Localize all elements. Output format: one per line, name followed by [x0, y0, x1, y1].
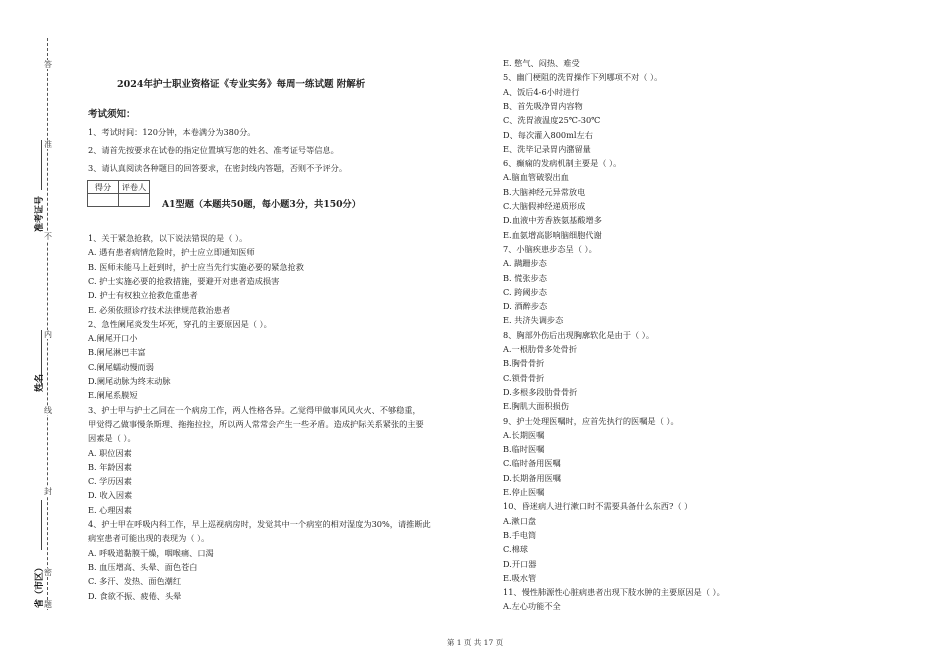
- question-line: D. 护士有权独立抢救危重患者: [88, 290, 198, 301]
- question-line: C. 学历因素: [88, 476, 132, 487]
- question-line: 11、慢性肺源性心脏病患者出现下肢水肿的主要原因是（ ）。: [503, 587, 725, 598]
- section-heading: A1型题（本题共50题，每小题3分，共150分）: [162, 199, 361, 210]
- name-label: 姓名: [35, 373, 45, 392]
- question-line: 7、小脑疾患步态呈（ ）。: [503, 243, 597, 254]
- question-line: A.左心功能不全: [503, 601, 561, 612]
- question-line: C.棉球: [503, 544, 528, 555]
- seal-char: 答: [44, 60, 52, 69]
- question-line: B.阑尾淋巴丰富: [88, 347, 146, 358]
- question-line: E. 共济失调步态: [503, 315, 564, 326]
- question-line: A.长期医嘱: [503, 429, 545, 440]
- question-line: C.阑尾蠕动慢而弱: [88, 361, 154, 372]
- question-line: B.手电筒: [503, 529, 537, 540]
- question-line: C.大脑假神经递质形成: [503, 201, 586, 211]
- question-line: A. 蹒跚步态: [503, 258, 547, 269]
- question-line: D. 酒醉步态: [503, 301, 548, 312]
- notice-heading: 考试须知：: [88, 109, 136, 120]
- question-line: E.吸水管: [503, 572, 537, 583]
- binding-margin: [0, 0, 60, 671]
- question-line: A.脑血管破裂出血: [503, 172, 569, 183]
- score-label: 得分: [88, 181, 119, 194]
- question-line: E.停止医嘱: [503, 487, 545, 497]
- page-title: 2024年护士职业资格证《专业实务》每周一练试题 附解析: [117, 79, 366, 90]
- question-line: B. 医师未能马上赶到时，护士应当先行实施必要的紧急抢救: [88, 261, 304, 272]
- question-line: D.长期备用医嘱: [503, 472, 561, 483]
- question-line: 甲觉得乙做事慢条斯理、拖拖拉拉，所以两人常常会产生一些矛盾。造成护际关系紧张的主要: [88, 418, 424, 429]
- question-line: B.大脑神经元异常放电: [503, 186, 586, 197]
- question-line: D.阑尾动脉为终末动脉: [88, 376, 171, 386]
- question-line: E. 憋气、闷热、难受: [503, 58, 580, 68]
- seal-char: 封: [44, 487, 52, 496]
- question-line: D.多根多段肋骨骨折: [503, 386, 578, 397]
- grader-label: 评卷人: [119, 181, 150, 194]
- exam-number-label: 准考证号: [35, 195, 45, 232]
- question-line: B.临时医嘱: [503, 444, 545, 455]
- question-line: 10、昏迷病人进行漱口时不需要具备什么东西?（ ）: [503, 501, 693, 512]
- score-cell[interactable]: [88, 194, 119, 207]
- notice-item: 3、请认真阅读各种题目的回答要求，在密封线内答题，否则不予评分。: [88, 163, 348, 173]
- question-line: D.开口器: [503, 558, 537, 569]
- question-line: 5、幽门梗阻的洗胃操作下列哪项不对（ ）。: [503, 72, 663, 83]
- question-line: E、洗毕记录胃内潴留量: [503, 143, 591, 154]
- seal-char: 准: [44, 140, 52, 149]
- question-line: C. 跨阈步态: [503, 286, 547, 297]
- question-line: C. 多汗、发热、面色潮红: [88, 576, 182, 587]
- question-line: 1、关于紧急抢救，以下说法错误的是（ ）。: [88, 233, 248, 243]
- question-line: A、饭后4-6小时进行: [503, 86, 580, 97]
- seal-dashed-line: [47, 38, 48, 610]
- question-line: 9、护士处理医嘱时，应首先执行的医嘱是（ ）。: [503, 415, 679, 426]
- seal-char: 密: [44, 568, 52, 577]
- question-line: E. 心理因素: [88, 504, 132, 515]
- question-line: E.血氨增高影响脑细胞代谢: [503, 229, 602, 240]
- score-table: [87, 180, 150, 207]
- question-line: A.一根肋骨多处骨折: [503, 344, 578, 354]
- question-line: B、首先吸净胃内容物: [503, 100, 583, 111]
- question-line: C. 护士实施必要的抢救措施，要避开对患者造成损害: [88, 275, 280, 286]
- seal-char: 内: [44, 330, 52, 339]
- question-line: B. 年龄因素: [88, 461, 132, 472]
- province-fill-line: [41, 500, 42, 550]
- question-line: A. 职位因素: [88, 447, 132, 458]
- exam-number-fill-line: [41, 140, 42, 190]
- question-line: C、洗胃液温度25℃-30℃: [503, 115, 601, 126]
- question-line: 病室患者可能出现的表现为（ ）。: [88, 533, 210, 544]
- grader-cell[interactable]: [119, 194, 150, 207]
- question-line: B. 血压增高、头晕、面色苍白: [88, 561, 198, 572]
- question-line: 6、癫痫的发病机制主要是（ ）。: [503, 158, 622, 169]
- question-line: A.阑尾开口小: [88, 333, 138, 344]
- question-line: B. 慌张步态: [503, 272, 547, 283]
- question-line: 因素是（ ）。: [88, 433, 136, 444]
- question-line: 4、护士甲在呼吸内科工作，早上巡视病房时，发觉其中一个病室的相对湿度为30%，请推断此: [88, 519, 431, 529]
- question-line: E. 必须依照诊疗技术法律规范救治患者: [88, 304, 231, 315]
- seal-char: 题: [44, 600, 52, 609]
- question-line: A.漱口盘: [503, 515, 537, 526]
- page-number: 第 1 页 共 17 页: [446, 638, 504, 647]
- question-line: D. 收入因素: [88, 490, 133, 501]
- question-line: A. 遇有患者病情危险时，护士应立即通知医师: [88, 247, 255, 258]
- question-line: 8、胸部外伤后出现胸廓软化是由于（ ）。: [503, 329, 655, 340]
- notice-item: 2、请首先按要求在试卷的指定位置填写您的姓名、准考证号等信息。: [88, 145, 339, 155]
- notice-item: 1、考试时间：120分钟，本卷满分为380分。: [88, 127, 256, 137]
- question-line: D、每次灌入800ml左右: [503, 129, 593, 140]
- question-line: E.胸肌大面积损伤: [503, 401, 569, 412]
- question-line: 3、护士甲与护士乙同在一个病房工作，两人性格各异。乙觉得甲做事风风火火、不够稳重，: [88, 404, 421, 415]
- question-line: C.锁骨骨折: [503, 372, 545, 383]
- question-line: D. 食欲不振、疲倦、头晕: [88, 590, 182, 601]
- province-label: 省（市区）: [35, 562, 45, 608]
- question-line: E.阑尾系膜短: [88, 390, 138, 401]
- question-line: 2、急性阑尾炎发生坏死，穿孔的主要原因是（ ）。: [88, 318, 272, 329]
- question-line: D.血液中芳香族氨基酸增多: [503, 215, 602, 226]
- question-line: A. 呼吸道黏膜干燥，咽喉痛、口渴: [88, 547, 214, 558]
- seal-char: 线: [44, 406, 52, 415]
- question-line: C.临时备用医嘱: [503, 458, 561, 469]
- question-line: B.胸骨骨折: [503, 358, 545, 369]
- seal-char: 不: [44, 232, 52, 241]
